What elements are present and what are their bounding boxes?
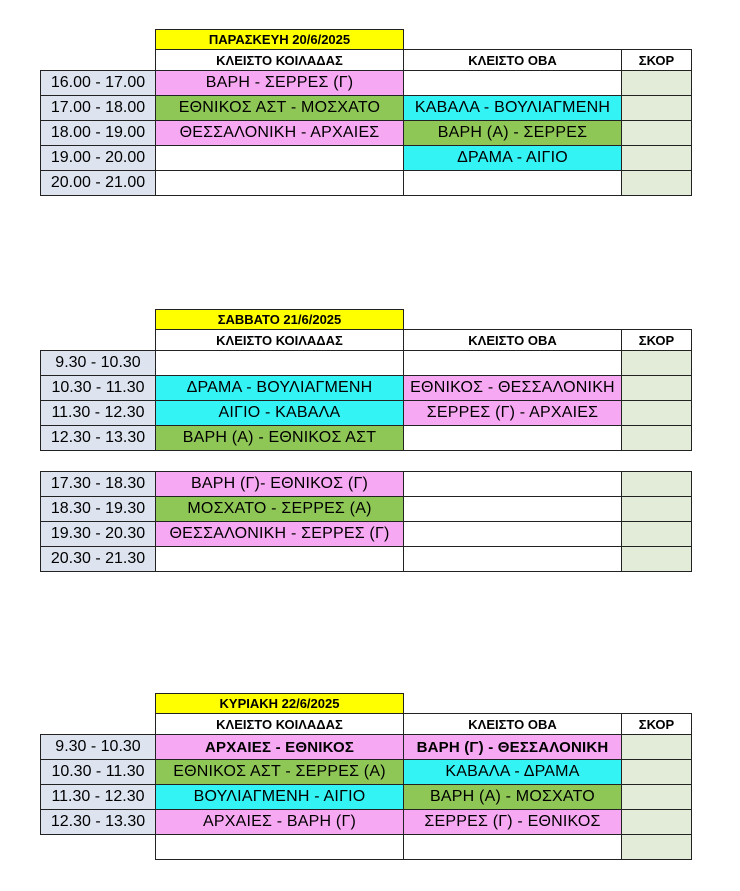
time-slot: 12.30 - 13.30: [40, 809, 156, 835]
match-koiladas: ΒΑΡΗ - ΣΕΡΡΕΣ (Γ): [155, 70, 404, 96]
time-slot: 12.30 - 13.30: [40, 425, 156, 451]
score-cell: [621, 425, 692, 451]
match-ova: ΒΑΡΗ (Α) - ΣΕΡΡΕΣ: [403, 120, 622, 146]
match-ova: ΚΑΒΑΛΑ - ΒΟΥΛΙΑΓΜΕΝΗ: [403, 95, 622, 121]
time-slot: 19.00 - 20.00: [40, 145, 156, 171]
match-koiladas: ΑΙΓΙΟ - ΚΑΒΑΛΑ: [155, 400, 404, 426]
match-koiladas: [155, 145, 404, 171]
day-date-header-2: ΚΥΡΙΑΚΗ 22/6/2025: [155, 693, 404, 714]
day-date-header-1: ΣΑΒΒΑΤΟ 21/6/2025: [155, 309, 404, 330]
score-cell: [621, 809, 692, 835]
column-header-ova: ΚΛΕΙΣΤΟ ΟΒΑ: [403, 49, 622, 71]
match-koiladas: ΜΟΣΧΑΤΟ - ΣΕΡΡΕΣ (Α): [155, 496, 404, 522]
column-header-koiladas: ΚΛΕΙΣΤΟ ΚΟΙΛΑΔΑΣ: [155, 329, 404, 351]
match-koiladas: ΑΡΧΑΙΕΣ - ΒΑΡΗ (Γ): [155, 809, 404, 835]
time-slot: 18.00 - 19.00: [40, 120, 156, 146]
time-slot: 20.30 - 21.30: [40, 546, 156, 572]
score-cell: [621, 375, 692, 401]
match-koiladas: ΒΑΡΗ (Α) - ΕΘΝΙΚΟΣ ΑΣΤ: [155, 425, 404, 451]
match-ova: ΣΕΡΡΕΣ (Γ) - ΕΘΝΙΚΟΣ: [403, 809, 622, 835]
match-koiladas: ΘΕΣΣΑΛΟΝΙΚΗ - ΣΕΡΡΕΣ (Γ): [155, 521, 404, 547]
match-koiladas: [155, 170, 404, 196]
column-header-score: ΣΚΟΡ: [621, 713, 692, 735]
match-koiladas: ΑΡΧΑΙΕΣ - ΕΘΝΙΚΟΣ: [155, 734, 404, 760]
time-slot: 20.00 - 21.00: [40, 170, 156, 196]
match-ova: [403, 170, 622, 196]
match-ova: ΒΑΡΗ (Γ) - ΘΕΣΣΑΛΟΝΙΚΗ: [403, 734, 622, 760]
column-header-ova: ΚΛΕΙΣΤΟ ΟΒΑ: [403, 329, 622, 351]
score-cell: [621, 759, 692, 785]
time-slot: 17.00 - 18.00: [40, 95, 156, 121]
score-cell: [621, 170, 692, 196]
time-slot: 10.30 - 11.30: [40, 375, 156, 401]
score-cell: [621, 145, 692, 171]
score-cell: [621, 400, 692, 426]
column-header-koiladas: ΚΛΕΙΣΤΟ ΚΟΙΛΑΔΑΣ: [155, 49, 404, 71]
match-koiladas: ΕΘΝΙΚΟΣ ΑΣΤ - ΣΕΡΡΕΣ (Α): [155, 759, 404, 785]
match-koiladas: ΕΘΝΙΚΟΣ ΑΣΤ - ΜΟΣΧΑΤΟ: [155, 95, 404, 121]
match-koiladas: [155, 546, 404, 572]
score-cell: [621, 496, 692, 522]
score-cell: [621, 120, 692, 146]
score-cell: [621, 350, 692, 376]
time-slot: 11.30 - 12.30: [40, 784, 156, 810]
time-slot: 17.30 - 18.30: [40, 471, 156, 497]
time-slot: 19.30 - 20.30: [40, 521, 156, 547]
match-koiladas: [155, 834, 404, 860]
match-ova: ΣΕΡΡΕΣ (Γ) - ΑΡΧΑΙΕΣ: [403, 400, 622, 426]
score-cell: [621, 70, 692, 96]
time-slot: 9.30 - 10.30: [40, 350, 156, 376]
match-ova: [403, 546, 622, 572]
score-cell: [621, 784, 692, 810]
time-slot: 11.30 - 12.30: [40, 400, 156, 426]
match-ova: [403, 521, 622, 547]
column-header-score: ΣΚΟΡ: [621, 329, 692, 351]
score-cell: [621, 471, 692, 497]
match-ova: ΒΑΡΗ (Α) - ΜΟΣΧΑΤΟ: [403, 784, 622, 810]
score-cell: [621, 734, 692, 760]
match-ova: [403, 70, 622, 96]
match-ova: ΕΘΝΙΚΟΣ - ΘΕΣΣΑΛΟΝΙΚΗ: [403, 375, 622, 401]
score-cell: [621, 834, 692, 860]
match-koiladas: ΒΑΡΗ (Γ)- ΕΘΝΙΚΟΣ (Γ): [155, 471, 404, 497]
match-koiladas: [155, 350, 404, 376]
column-header-ova: ΚΛΕΙΣΤΟ ΟΒΑ: [403, 713, 622, 735]
match-ova: [403, 834, 622, 860]
match-ova: [403, 496, 622, 522]
score-cell: [621, 521, 692, 547]
column-header-score: ΣΚΟΡ: [621, 49, 692, 71]
day-date-header-0: ΠΑΡΑΣΚΕΥΗ 20/6/2025: [155, 29, 404, 50]
match-ova: ΔΡΑΜΑ - ΑΙΓΙΟ: [403, 145, 622, 171]
score-cell: [621, 546, 692, 572]
match-koiladas: ΔΡΑΜΑ - ΒΟΥΛΙΑΓΜΕΝΗ: [155, 375, 404, 401]
column-header-koiladas: ΚΛΕΙΣΤΟ ΚΟΙΛΑΔΑΣ: [155, 713, 404, 735]
time-slot: 9.30 - 10.30: [40, 734, 156, 760]
time-slot: 18.30 - 19.30: [40, 496, 156, 522]
score-cell: [621, 95, 692, 121]
match-koiladas: ΘΕΣΣΑΛΟΝΙΚΗ - ΑΡΧΑΙΕΣ: [155, 120, 404, 146]
match-ova: ΚΑΒΑΛΑ - ΔΡΑΜΑ: [403, 759, 622, 785]
time-slot: 10.30 - 11.30: [40, 759, 156, 785]
time-slot: 16.00 - 17.00: [40, 70, 156, 96]
match-koiladas: ΒΟΥΛΙΑΓΜΕΝΗ - ΑΙΓΙΟ: [155, 784, 404, 810]
match-ova: [403, 471, 622, 497]
match-ova: [403, 425, 622, 451]
match-ova: [403, 350, 622, 376]
